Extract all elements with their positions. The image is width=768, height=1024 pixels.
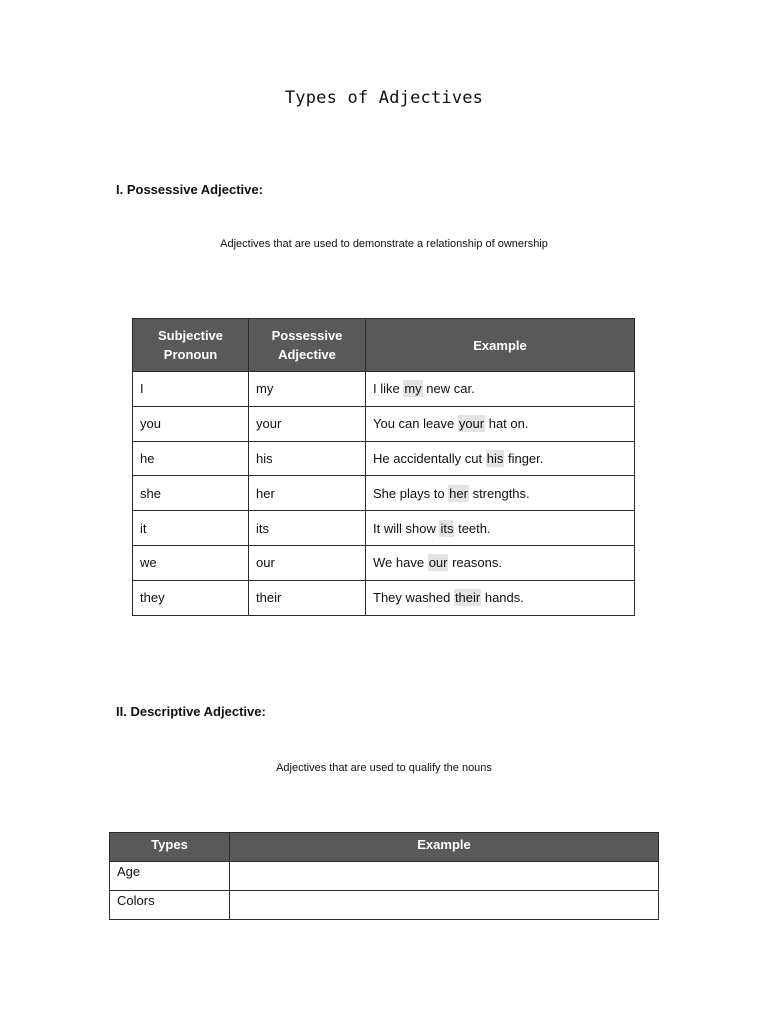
column-header-possessive-adjective: Possessive Adjective bbox=[249, 319, 366, 372]
example-cell bbox=[230, 891, 659, 920]
highlighted-adjective: its bbox=[440, 520, 454, 536]
section-heading-possessive: I. Possessive Adjective: bbox=[116, 182, 263, 197]
example-text: new car. bbox=[422, 381, 475, 397]
pronoun-cell: they bbox=[133, 580, 249, 615]
pronoun-cell: we bbox=[133, 545, 249, 580]
example-cell bbox=[366, 545, 635, 580]
example-cell bbox=[366, 580, 635, 615]
pronoun-cell: you bbox=[133, 406, 249, 441]
example-text: finger. bbox=[504, 450, 544, 466]
example-cell bbox=[366, 406, 635, 441]
column-header-example: Example bbox=[230, 833, 659, 862]
example-cell bbox=[366, 372, 635, 407]
example-text: I like bbox=[373, 381, 404, 397]
pronoun-cell: he bbox=[133, 441, 249, 476]
table-header-row bbox=[110, 833, 659, 862]
section-description-descriptive: Adjectives that are used to qualify the nouns bbox=[276, 762, 492, 774]
example-text: It will show bbox=[373, 520, 440, 536]
possessive-adjective-cell: your bbox=[249, 406, 366, 441]
pronoun-cell: I bbox=[133, 372, 249, 407]
table-row bbox=[133, 476, 635, 511]
example-cell bbox=[366, 511, 635, 546]
table-header-row bbox=[133, 319, 635, 372]
column-header-subjective-pronoun: Subjective Pronoun bbox=[133, 319, 249, 372]
example-cell bbox=[366, 476, 635, 511]
example-text: teeth. bbox=[454, 520, 491, 536]
section-description-possessive: Adjectives that are used to demonstrate a relationship of ownership bbox=[220, 238, 548, 250]
example-text: hat on. bbox=[485, 416, 529, 432]
example-text: We have bbox=[373, 555, 428, 571]
example-cell bbox=[230, 862, 659, 891]
table-row bbox=[110, 862, 659, 891]
table-row bbox=[133, 372, 635, 407]
highlighted-adjective: her bbox=[449, 485, 468, 501]
table-row bbox=[133, 441, 635, 476]
column-header-types: Types bbox=[110, 833, 230, 862]
column-header-example: Example bbox=[366, 319, 635, 372]
example-text: strengths. bbox=[468, 485, 530, 501]
pronoun-cell: she bbox=[133, 476, 249, 511]
highlighted-adjective: our bbox=[428, 555, 448, 571]
possessive-adjective-table bbox=[132, 318, 635, 616]
document-title: Types of Adjectives bbox=[284, 88, 484, 108]
example-text: hands. bbox=[481, 590, 524, 606]
example-text: reasons. bbox=[448, 555, 502, 571]
type-cell: Age bbox=[110, 862, 230, 891]
possessive-adjective-cell: his bbox=[249, 441, 366, 476]
table-row bbox=[133, 406, 635, 441]
table-row bbox=[133, 580, 635, 615]
possessive-adjective-cell: our bbox=[249, 545, 366, 580]
table-row bbox=[133, 545, 635, 580]
possessive-adjective-cell: its bbox=[249, 511, 366, 546]
possessive-adjective-cell: my bbox=[249, 372, 366, 407]
highlighted-adjective: my bbox=[404, 381, 422, 397]
possessive-adjective-cell: her bbox=[249, 476, 366, 511]
table-row bbox=[133, 511, 635, 546]
example-text: She plays to bbox=[373, 485, 449, 501]
highlighted-adjective: his bbox=[486, 450, 504, 466]
possessive-adjective-cell: their bbox=[249, 580, 366, 615]
section-heading-descriptive: II. Descriptive Adjective: bbox=[116, 704, 266, 719]
example-cell bbox=[366, 441, 635, 476]
example-text: He accidentally cut bbox=[373, 450, 486, 466]
highlighted-adjective: your bbox=[458, 416, 485, 432]
highlighted-adjective: their bbox=[454, 590, 481, 606]
pronoun-cell: it bbox=[133, 511, 249, 546]
type-cell: Colors bbox=[110, 891, 230, 920]
descriptive-adjective-table bbox=[109, 832, 659, 920]
table-row bbox=[110, 891, 659, 920]
example-text: You can leave bbox=[373, 416, 458, 432]
example-text: They washed bbox=[373, 590, 454, 606]
